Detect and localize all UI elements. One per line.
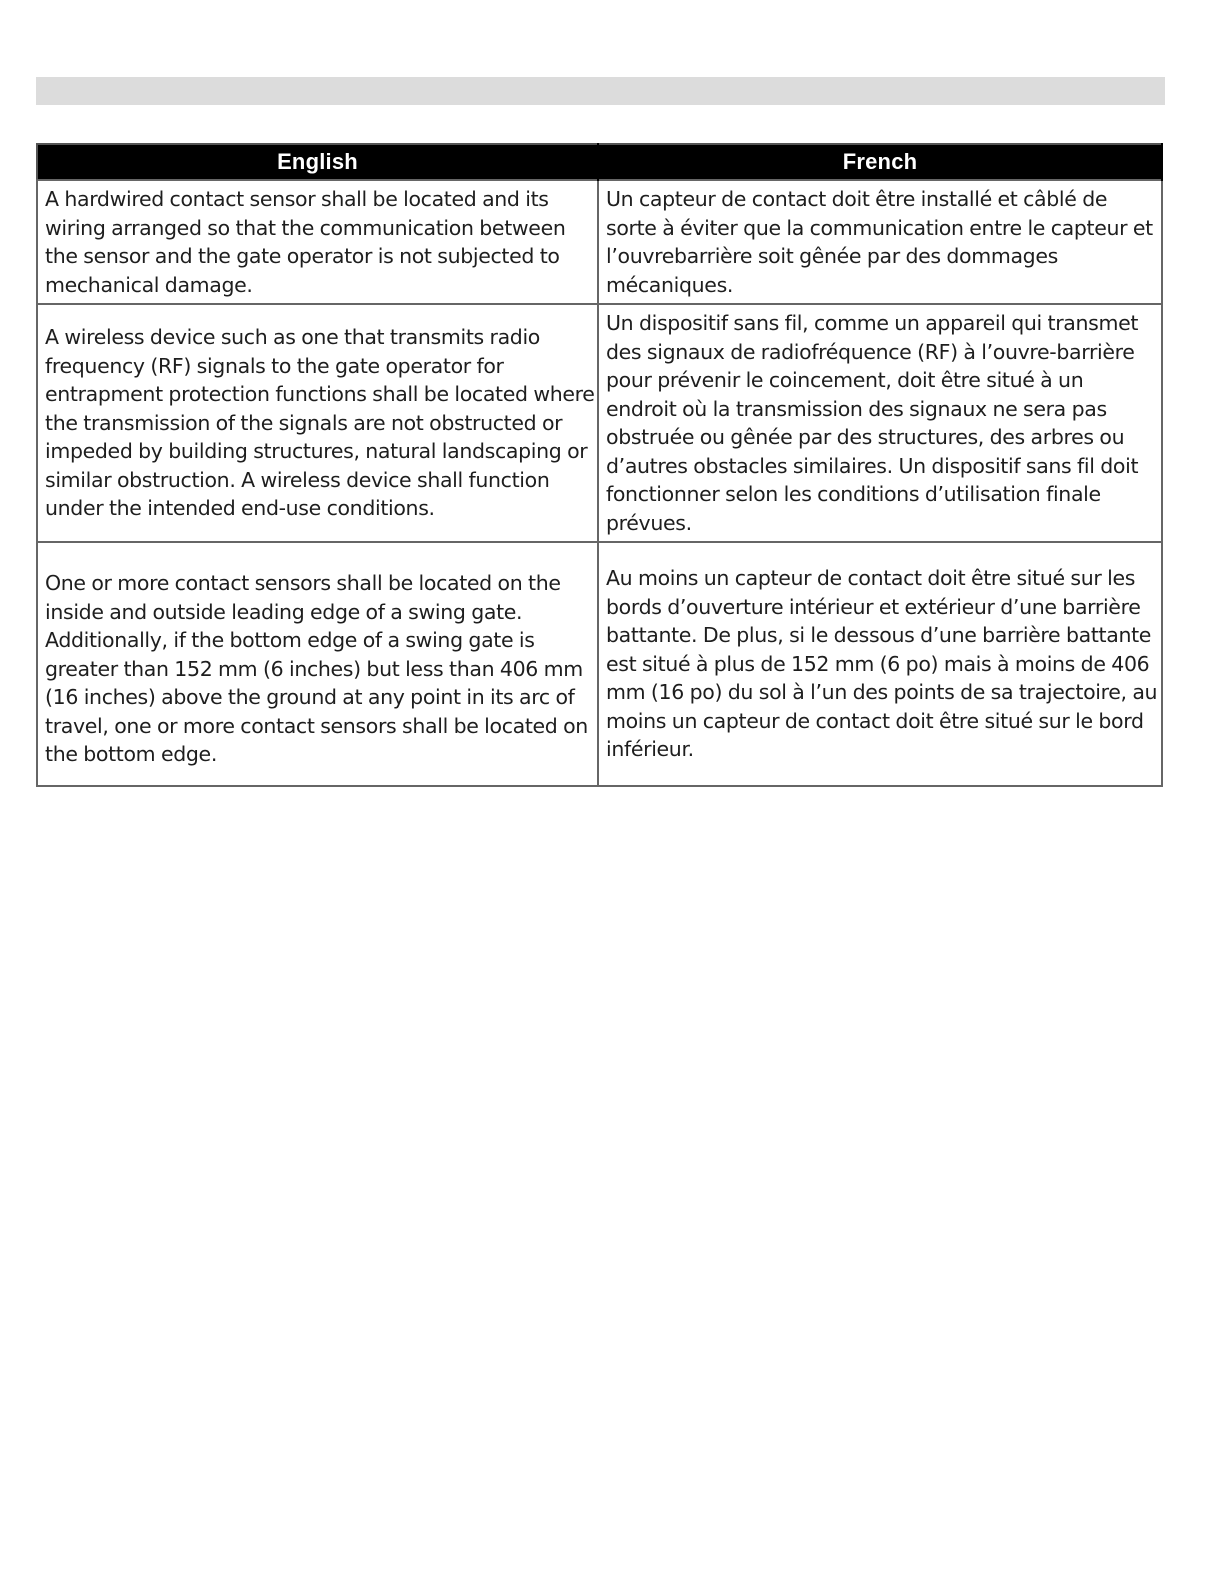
header-row bbox=[37, 144, 1162, 180]
english-cell-swing-gate: One or more contact sensors shall be located on the inside and outside leading edge of a swing gate. Additionally, if the bottom edge of a swing gate is greater than 152 mm (6 inches) but less than 406 mm (16 inches) above the ground at any point in its arc of travel, one or more contact sensors shall be located on the bottom edge. bbox=[37, 542, 598, 786]
english-column-header: English bbox=[37, 144, 598, 180]
english-cell-wired-sensor: A hardwired contact sensor shall be located and its wiring arranged so that the communication between the sensor and the gate operator is not subjected to mechanical damage. bbox=[37, 180, 598, 304]
french-cell-wired-sensor: Un capteur de contact doit être installé et câblé de sorte à éviter que la communication entre le capteur et l’ouvrebarrière soit gênée par des dommages mécaniques. bbox=[598, 180, 1162, 304]
french-cell-swing-gate: Au moins un capteur de contact doit être situé sur les bords d’ouverture intérieur et extérieur d’une barrière battante. De plus, si le dessous d’une barrière battante est situé à plus de 152 mm (6 po) mais à moins de 406 mm (16 po) du sol à l’un des points de sa trajectoire, au moins un capteur de contact doit être situé sur le bord inférieur. bbox=[598, 542, 1162, 786]
table-row bbox=[37, 304, 1162, 542]
french-column-header: French bbox=[598, 144, 1162, 180]
translation-table bbox=[36, 143, 1163, 787]
french-cell-wireless-device: Un dispositif sans fil, comme un appareil qui transmet des signaux de radiofréquence (RF) à l’ouvre-barrière pour prévenir le coincement, doit être situé à un endroit où la transmission des signaux ne sera pas obstruée ou gênée par des structures, des arbres ou d’autres obstacles similaires. Un dispositif sans fil doit fonctionner selon les conditions d’utilisation finale prévues. bbox=[598, 304, 1162, 542]
table-row bbox=[37, 542, 1162, 786]
table-header bbox=[37, 144, 1162, 180]
english-cell-wireless-device: A wireless device such as one that transmits radio frequency (RF) signals to the gate operator for entrapment protection functions shall be located where the transmission of the signals are not obstructed or impeded by building structures, natural landscaping or similar obstruction. A wireless device shall function under the intended end-use conditions. bbox=[37, 304, 598, 542]
table-body bbox=[37, 180, 1162, 786]
header-band bbox=[36, 77, 1165, 105]
table-row bbox=[37, 180, 1162, 304]
